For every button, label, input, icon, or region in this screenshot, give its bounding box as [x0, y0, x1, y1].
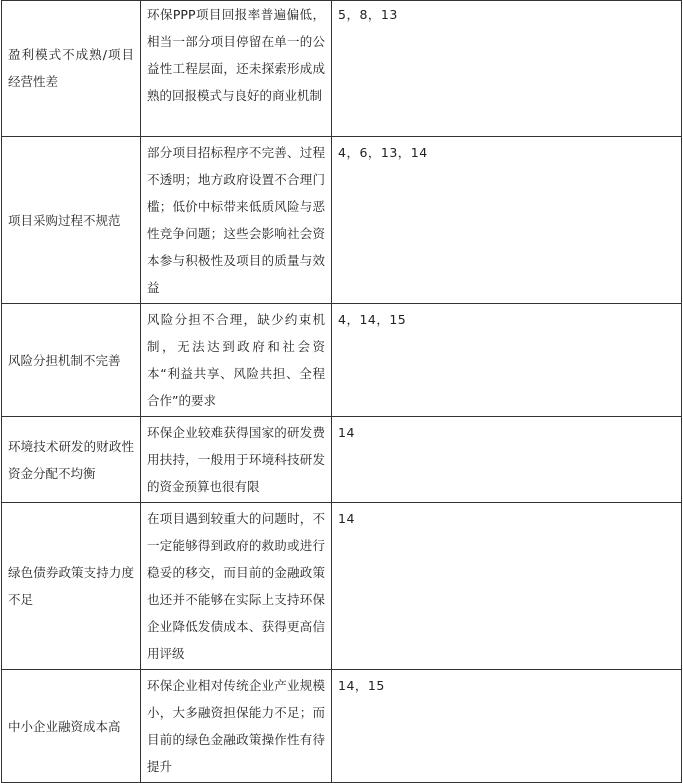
issue-cell: 中小企业融资成本高	[2, 670, 141, 783]
issue-cell: 风险分担机制不完善	[2, 304, 141, 417]
table-row	[2, 1, 682, 137]
description-cell: 在项目遇到较重大的问题时，不一定能够得到政府的救助或进行稳妥的移交，而目前的金融政策也还并不能够在实际上支持环保企业降低发债成本、获得更高信用评级	[141, 503, 332, 670]
table-row	[2, 304, 682, 417]
description-cell: 部分项目招标程序不完善、过程不透明；地方政府设置不合理门槛；低价中标带来低质风险与恶性竞争问题；这些会影响社会资本参与积极性及项目的质量与效益	[141, 137, 332, 304]
table-row	[2, 417, 682, 503]
references-cell: 14	[332, 503, 682, 670]
references-cell: 4，6，13，14	[332, 137, 682, 304]
references-cell: 5，8，13	[332, 1, 682, 137]
table-row	[2, 137, 682, 304]
description-cell: 环保企业较难获得国家的研发费用扶持，一般用于环境科技研发的资金预算也很有限	[141, 417, 332, 503]
references-cell: 4，14，15	[332, 304, 682, 417]
description-cell: 环保PPP项目回报率普遍偏低，相当一部分项目停留在单一的公益性工程层面，还未探索形成成熟的回报模式与良好的商业机制	[141, 1, 332, 137]
references-cell: 14	[332, 417, 682, 503]
issue-cell: 环境技术研发的财政性资金分配不均衡	[2, 417, 141, 503]
issue-cell: 绿色债券政策支持力度不足	[2, 503, 141, 670]
description-cell: 环保企业相对传统企业产业规模小，大多融资担保能力不足；而目前的绿色金融政策操作性有待提升	[141, 670, 332, 783]
issue-cell: 项目采购过程不规范	[2, 137, 141, 304]
issue-cell: 盈利模式不成熟/项目经营性差	[2, 1, 141, 137]
risk-table	[1, 0, 682, 783]
table-row	[2, 503, 682, 670]
references-cell: 14，15	[332, 670, 682, 783]
table-row	[2, 670, 682, 783]
description-cell: 风险分担不合理，缺少约束机制，无法达到政府和社会资本“利益共享、风险共担、全程合作”的要求	[141, 304, 332, 417]
